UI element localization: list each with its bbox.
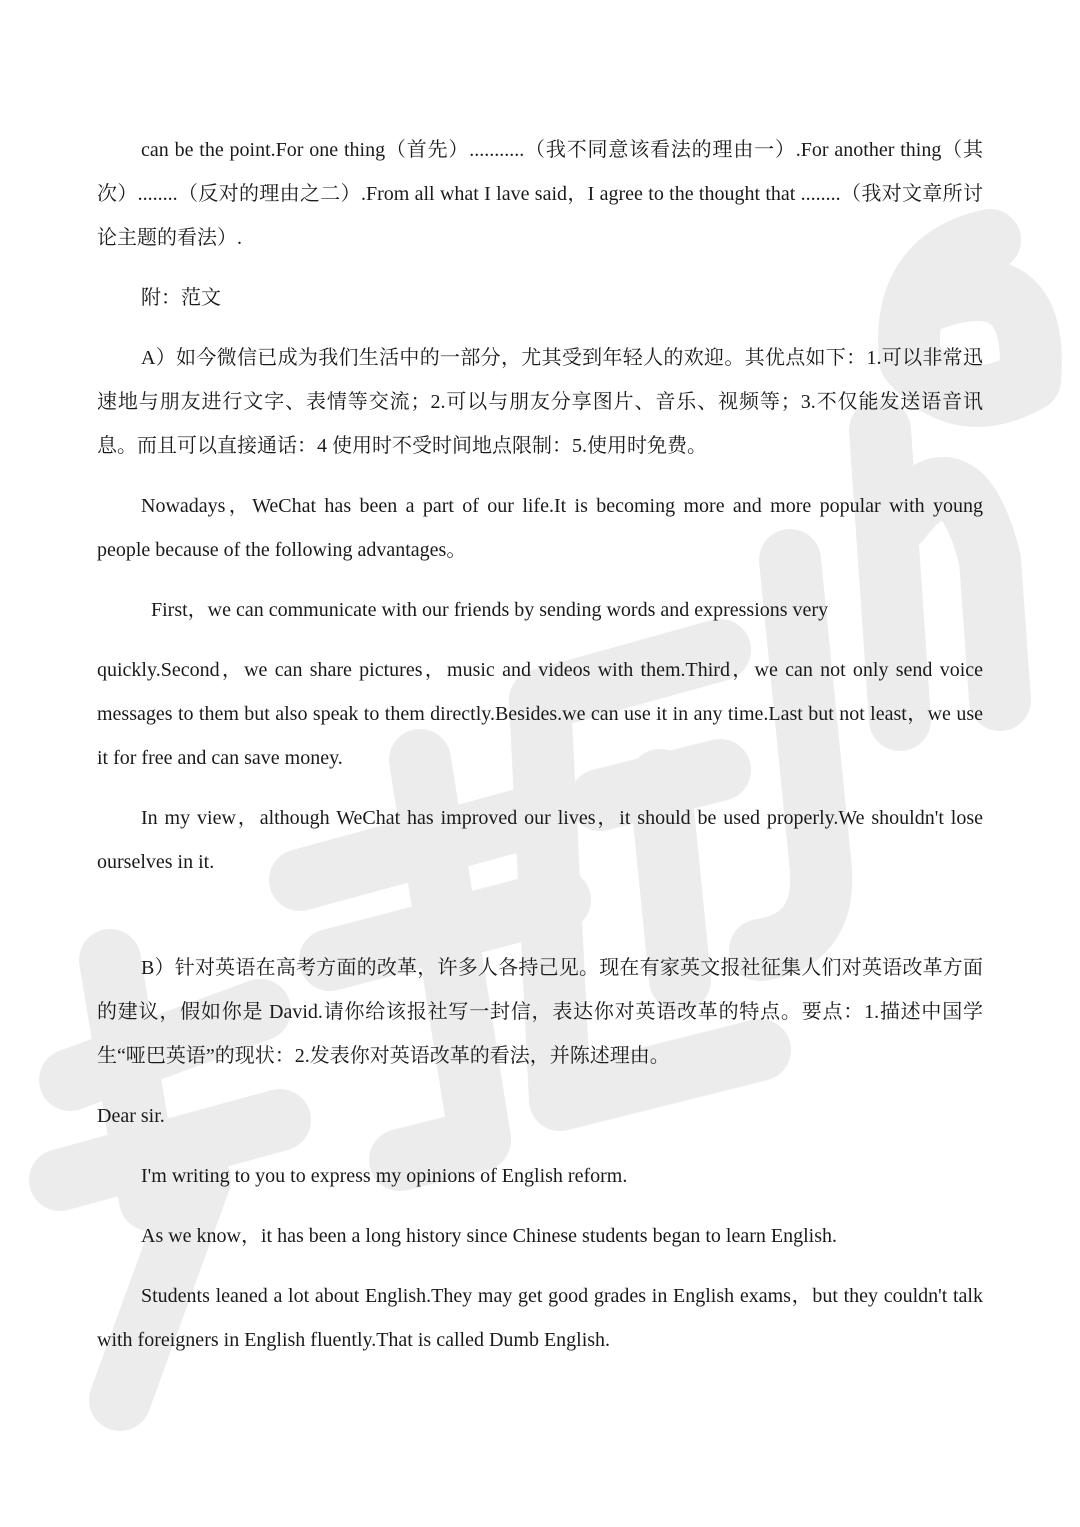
paragraph-wechat-intro: Nowadays，WeChat has been a part of our life.It is becoming more and more popular with young people because of the following advantages。 [97, 495, 983, 561]
paragraph-letter-dumb-english: Students leaned a lot about English.They may get good grades in English exams，but they couldn't talk with foreigners in English fluently.That is called Dumb English. [97, 1285, 983, 1351]
paragraph-task-b-prompt: B）针对英语在高考方面的改革，许多人各持己见。现在有家英文报社征集人们对英语改革方面的建议，假如你是 David.请你给该报社写一封信，表达你对英语改革的特点。要点：1.描述中国学生“哑巴英语”的现状：2.发表你对英语改革的看法，并陈述理由。 [97, 957, 983, 1067]
paragraph-task-a-prompt: A）如今微信已成为我们生活中的一部分，尤其受到年轻人的欢迎。其优点如下：1.可以非常迅速地与朋友进行文字、表情等交流；2.可以与朋友分享图片、音乐、视频等；3.不仅能发送语音讯息。而且可以直接通话：4 使用时不受时间地点限制：5.使用时免费。 [97, 347, 983, 457]
paragraph-letter-history: As we know，it has been a long history since Chinese students began to learn English. [141, 1225, 837, 1247]
paragraph-template-ending: can be the point.For one thing（首先）...........（我不同意该看法的理由一）.For another thing（其次）........（反对的理由之二）.From all what I lave said，I agree to the thought that ........（我对文章所讨论主题的看法）. [97, 139, 983, 249]
paragraph-appendix-heading: 附：范文 [141, 287, 221, 309]
paragraph-letter-purpose: I'm writing to you to express my opinions of English reform. [141, 1165, 628, 1187]
paragraph-wechat-advantages: quickly.Second，we can share pictures，music and videos with them.Third，we can not only send voice messages to them but also speak to them directly.Besides.we can use it in any time.Last but not least，we use it for free and can save money. [97, 659, 983, 769]
paragraph-salutation: Dear sir. [97, 1105, 165, 1127]
paragraph-wechat-first: First，we can communicate with our friends by sending words and expressions very [151, 599, 829, 621]
document-body [97, 128, 983, 1362]
paragraph-wechat-view: In my view，although WeChat has improved our lives，it should be used properly.We shouldn't lose ourselves in it. [97, 807, 983, 873]
